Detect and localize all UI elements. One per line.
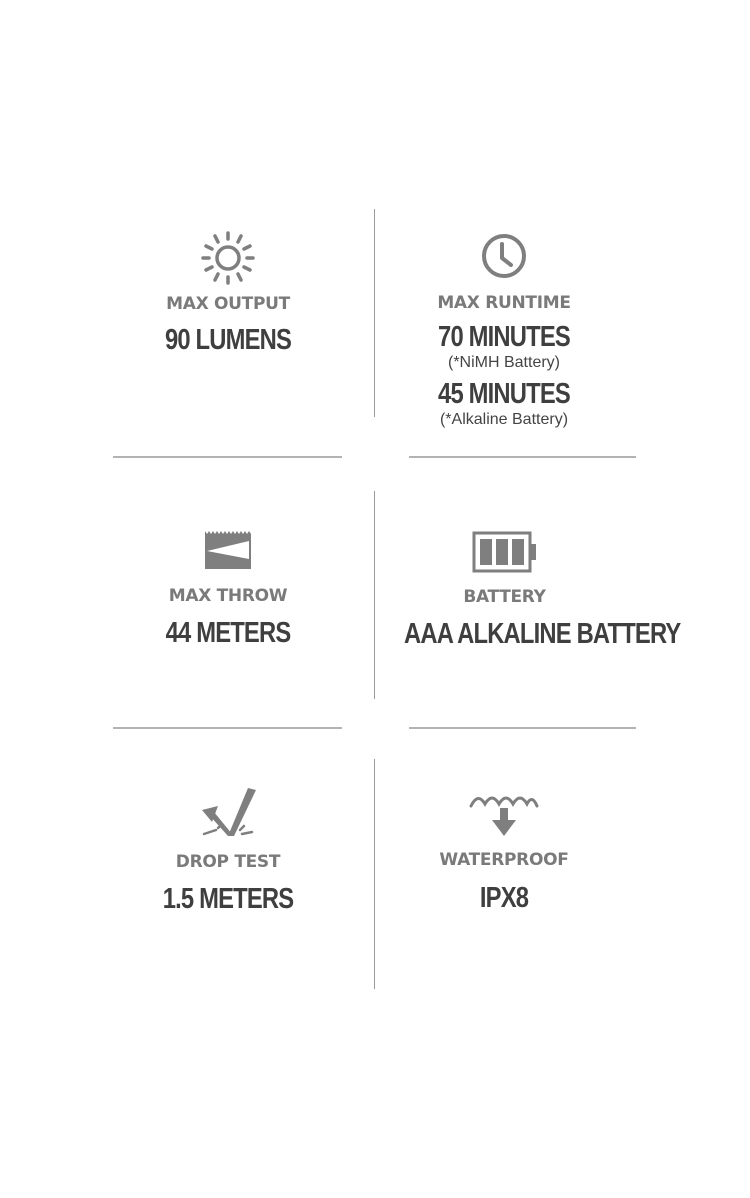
clock-icon: [480, 232, 528, 280]
drop-test-icon: [196, 786, 260, 842]
spec-waterproof: [404, 792, 604, 913]
horizontal-divider-right-2: [409, 727, 636, 729]
spec-value: AAA ALKALINE BATTERY: [404, 618, 681, 650]
spec-label: MAX OUTPUT: [166, 294, 290, 314]
spec-value: 1.5 METERS: [162, 883, 294, 915]
spec-note-nimh: (*NiMH Battery): [447, 354, 560, 371]
vertical-divider-2: [374, 491, 375, 699]
spec-max-output: [128, 230, 328, 355]
spec-drop-test: [128, 786, 328, 914]
battery-icon: [472, 531, 538, 573]
spec-note-alkaline: (*Alkaline Battery): [439, 411, 569, 428]
spec-label: DROP TEST: [175, 852, 281, 872]
spec-label: MAX THROW: [168, 586, 288, 606]
spec-label: MAX RUNTIME: [437, 293, 571, 313]
spec-label: BATTERY: [463, 587, 546, 607]
waterproof-icon: [468, 792, 540, 842]
spec-label: WATERPROOF: [439, 850, 569, 870]
spec-value: IPX8: [479, 882, 529, 914]
spec-max-runtime: [404, 232, 604, 428]
horizontal-divider-left-1: [113, 456, 342, 458]
spec-value: 44 METERS: [165, 617, 291, 649]
spec-value-alkaline: 45 MINUTES: [438, 378, 570, 410]
spec-battery: [382, 531, 681, 650]
sun-icon: [199, 230, 257, 286]
spec-max-throw: [128, 529, 328, 648]
spec-value-nimh: 70 MINUTES: [438, 321, 570, 353]
horizontal-divider-right-1: [409, 456, 636, 458]
spec-value: 90 LUMENS: [164, 324, 292, 356]
vertical-divider-3: [374, 759, 375, 989]
beam-throw-icon: [203, 529, 253, 571]
vertical-divider-1: [374, 209, 375, 417]
horizontal-divider-left-2: [113, 727, 342, 729]
